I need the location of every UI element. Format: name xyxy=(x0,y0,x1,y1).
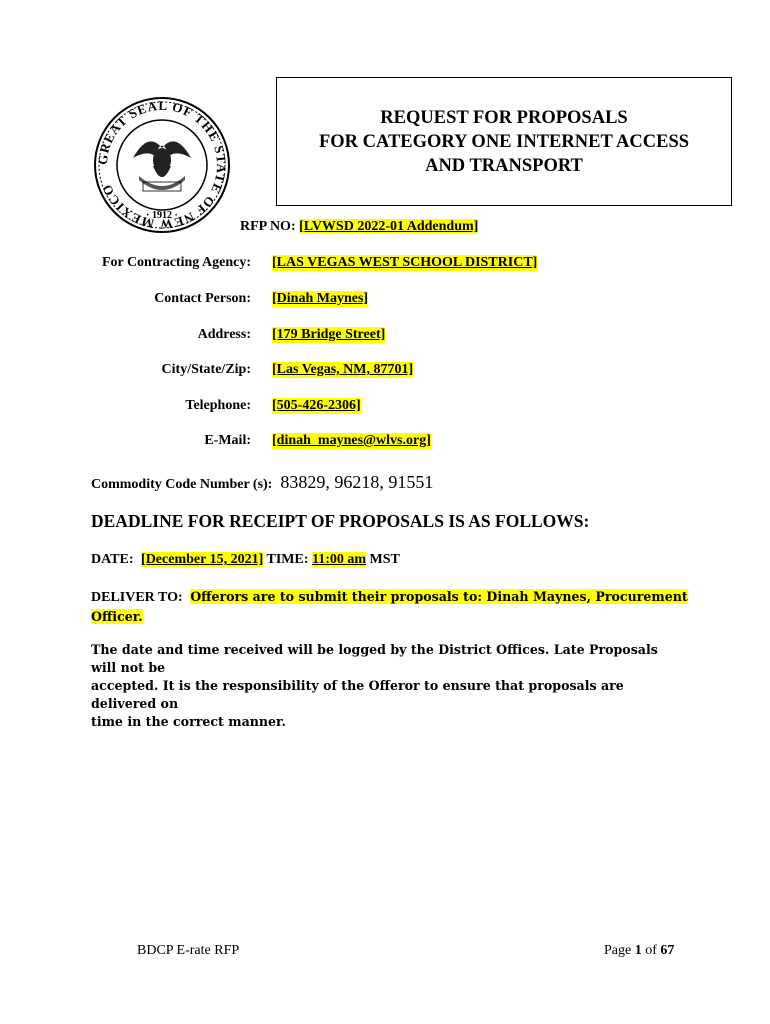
svg-text:GREAT SEAL OF THE STATE OF NEW: GREAT SEAL OF THE STATE OF NEW MEXICO xyxy=(94,97,230,233)
page-total: 67 xyxy=(660,943,675,958)
title-line-2: FOR CATEGORY ONE INTERNET ACCESS xyxy=(318,131,690,152)
time-zone: MST xyxy=(369,552,400,567)
email-value: [dinah_maynes@wlvs.org] xyxy=(272,433,431,448)
notice-paragraph xyxy=(91,641,681,731)
deliver-line-1: Offerors are to submit their proposals to: Dinah Maynes, Procurement xyxy=(190,589,688,604)
telephone-label: Telephone: xyxy=(185,398,251,413)
footer-page-number xyxy=(604,943,674,959)
svg-text:· 1912 ·: · 1912 · xyxy=(146,210,178,221)
rfp-value: [LVWSD 2022-01 Addendum] xyxy=(299,219,479,234)
time-label: TIME: xyxy=(266,552,309,567)
contact-value: [Dinah Maynes] xyxy=(272,291,369,306)
page-prefix: Page xyxy=(604,943,632,958)
time-value: 11:00 am xyxy=(311,552,367,567)
title-line-3: AND TRANSPORT xyxy=(425,155,583,176)
date-value: [December 15, 2021] xyxy=(141,552,264,567)
deliver-to-block xyxy=(91,587,691,627)
commodity-line xyxy=(91,472,433,493)
telephone-value: [505-426-2306] xyxy=(272,398,361,413)
deadline-heading: DEADLINE FOR RECEIPT OF PROPOSALS IS AS FOLLOWS: xyxy=(91,511,590,531)
deliver-line-2: Officer. xyxy=(91,609,143,624)
state-seal-image xyxy=(93,96,231,234)
rfp-number-line xyxy=(240,219,478,235)
commodity-label: Commodity Code Number (s): xyxy=(91,477,273,492)
title-line-1: REQUEST FOR PROPOSALS xyxy=(380,107,628,128)
address-value: [179 Bridge Street] xyxy=(272,327,386,342)
page-of: of xyxy=(645,943,657,958)
city-state-zip-value: [Las Vegas, NM, 87701] xyxy=(272,362,414,377)
notice-line-3: time in the correct manner. xyxy=(91,714,286,729)
rfp-label: RFP NO: xyxy=(240,219,296,234)
deliver-label: DELIVER TO: xyxy=(91,590,183,605)
date-time-line xyxy=(91,552,400,568)
title-box xyxy=(276,77,732,206)
date-label: DATE: xyxy=(91,552,134,567)
footer-doc-name: BDCP E-rate RFP xyxy=(137,943,240,958)
page-current: 1 xyxy=(634,943,642,958)
city-state-zip-label: City/State/Zip: xyxy=(161,362,251,377)
commodity-value: 83829, 96218, 91551 xyxy=(280,472,434,492)
notice-line-1: The date and time received will be logged by the District Offices. Late Proposals will not be xyxy=(91,642,658,675)
contact-label: Contact Person: xyxy=(154,291,251,306)
agency-value: [LAS VEGAS WEST SCHOOL DISTRICT] xyxy=(272,255,538,270)
notice-line-2: accepted. It is the responsibility of the Offeror to ensure that proposals are delivered on xyxy=(91,678,624,711)
address-label: Address: xyxy=(197,327,251,342)
email-label: E-Mail: xyxy=(204,433,251,448)
agency-label: For Contracting Agency: xyxy=(101,255,251,270)
